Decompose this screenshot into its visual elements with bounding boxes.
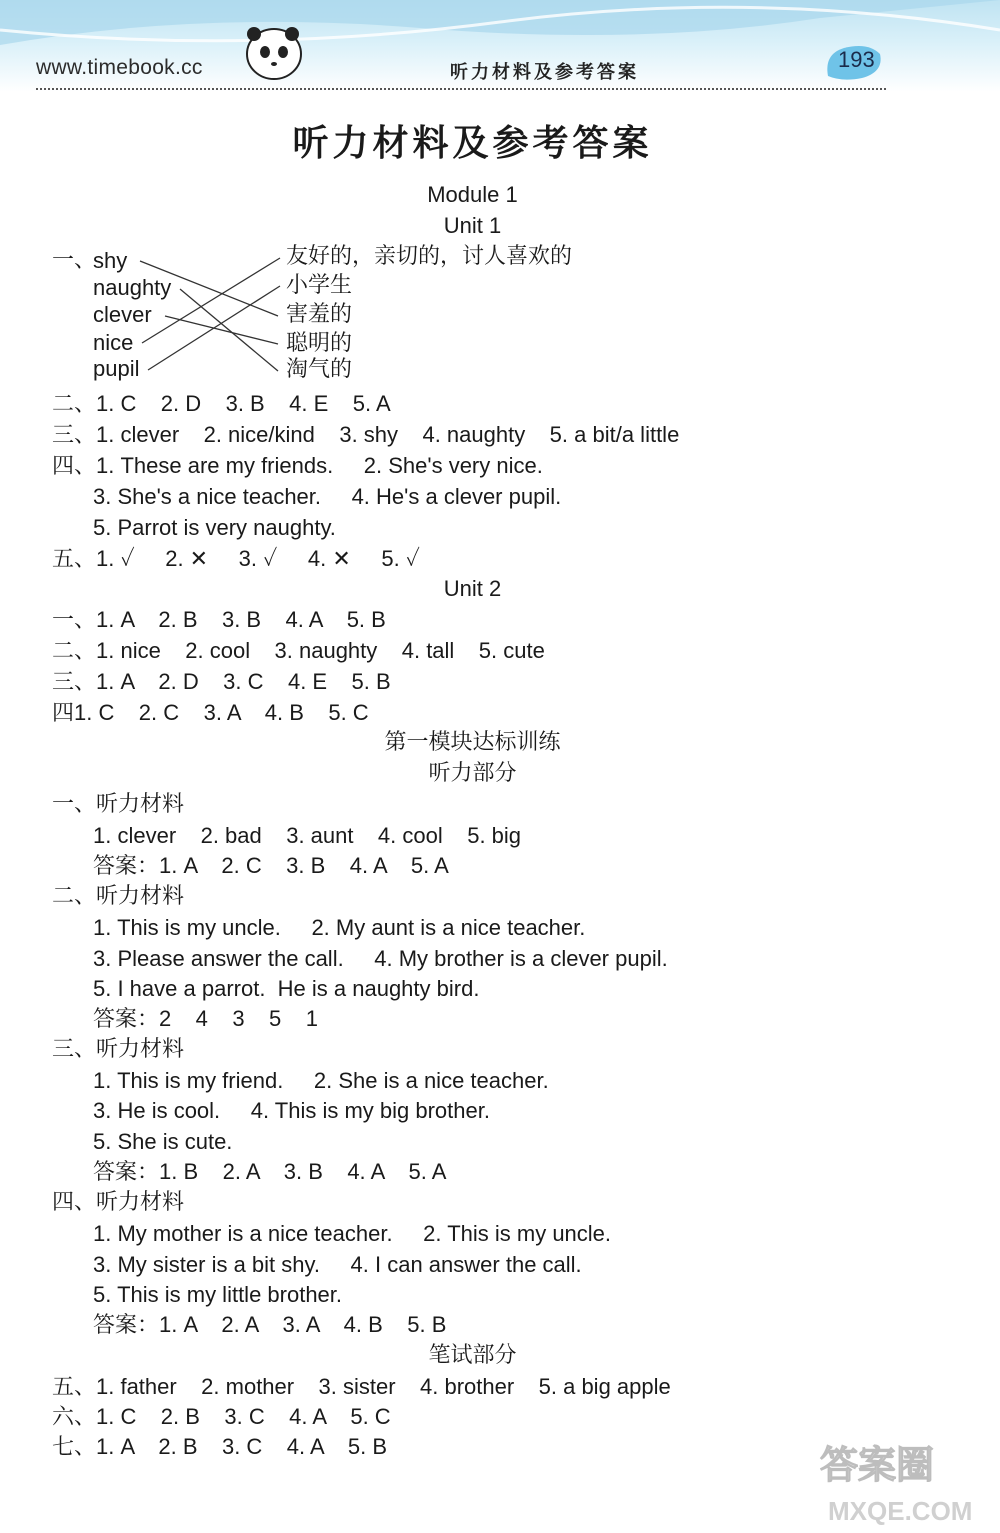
match-line-shy: [140, 261, 278, 316]
w7: 七、1. A 2. B 3. C 4. A 5. B: [52, 1434, 388, 1459]
matching-lines: [0, 0, 1000, 400]
s3-line2: 3. He is cool. 4. This is my big brother.: [93, 1098, 490, 1123]
u1-q3: 三、1. clever 2. nice/kind 3. shy 4. naughty 5. a bit/a little: [52, 422, 680, 447]
u1-q1-right-word: 友好的，亲切的，讨人喜欢的: [286, 244, 573, 269]
s2-title: 二、听力材料: [52, 884, 185, 909]
s1-line1: 1. clever 2. bad 3. aunt 4. cool 5. big: [93, 823, 522, 848]
watermark-bottom: MXQE.COM: [828, 1496, 973, 1526]
w6: 六、1. C 2. B 3. C 4. A 5. C: [52, 1404, 391, 1429]
match-line-naughty: [180, 289, 278, 371]
u1-q4-line3: 5. Parrot is very naughty.: [93, 515, 336, 540]
u2-q1: 一、1. A 2. B 3. B 4. A 5. B: [52, 607, 386, 632]
s1-title: 一、听力材料: [52, 792, 185, 817]
u1-q4-line1: 四、1. These are my friends. 2. She's very nice.: [52, 453, 543, 478]
u1-q1-label: 一、: [52, 248, 97, 273]
u2-q3: 三、1. A 2. D 3. C 4. E 5. B: [52, 669, 391, 694]
u1-q1-left-word: pupil: [93, 356, 140, 381]
u1-q1-right-word: 小学生: [286, 273, 353, 298]
s4-title: 四、听力材料: [52, 1190, 185, 1215]
u1-q2: 二、1. C 2. D 3. B 4. E 5. A: [52, 391, 391, 416]
u1-q1-right-word: 害羞的: [286, 302, 353, 327]
s4-line1: 1. My mother is a nice teacher. 2. This is my uncle.: [93, 1221, 612, 1246]
w5: 五、1. father 2. mother 3. sister 4. brother 5. a big apple: [52, 1374, 671, 1399]
module-heading: Module 1: [427, 182, 518, 207]
written-heading: 笔试部分: [428, 1343, 517, 1368]
u1-q1-right-word: 淘气的: [286, 357, 353, 382]
s4-line3: 5. This is my little brother.: [93, 1282, 343, 1307]
s4-answer: 答案：1. A 2. A 3. A 4. B 5. B: [93, 1312, 447, 1337]
page-title: 听力材料及参考答案: [292, 122, 653, 164]
training-heading: 第一模块达标训练: [384, 730, 561, 755]
listening-heading: 听力部分: [428, 761, 517, 786]
unit1-heading: Unit 1: [443, 213, 502, 238]
u2-q4: 四1. C 2. C 3. A 4. B 5. C: [52, 700, 369, 725]
u1-q1-left-word: naughty: [93, 275, 172, 300]
s2-line3: 5. I have a parrot. He is a naughty bird.: [93, 976, 480, 1001]
site-url[interactable]: www.timebook.cc: [36, 56, 203, 79]
u2-q2: 二、1. nice 2. cool 3. naughty 4. tall 5. cute: [52, 638, 545, 663]
u1-q5: 五、1. ✓ 2. ✕ 3. ✓ 4. ✕ 5. ✓: [52, 546, 420, 571]
s1-answer: 答案：1. A 2. C 3. B 4. A 5. A: [93, 853, 449, 878]
header-title: 听力材料及参考答案: [450, 62, 639, 83]
u1-q1-left-word: shy: [93, 248, 128, 273]
u1-q4-line2: 3. She's a nice teacher. 4. He's a clever pupil.: [93, 484, 562, 509]
unit2-heading: Unit 2: [443, 576, 502, 601]
s2-line2: 3. Please answer the call. 4. My brother is a clever pupil.: [93, 946, 668, 971]
match-line-clever: [165, 316, 278, 344]
watermark-logo: [810, 1436, 990, 1528]
s2-answer: 答案：2 4 3 5 1: [93, 1006, 318, 1031]
s2-line1: 1. This is my uncle. 2. My aunt is a nice teacher.: [93, 915, 586, 940]
u1-q1-right-word: 聪明的: [286, 331, 353, 356]
s4-line2: 3. My sister is a bit shy. 4. I can answer the call.: [93, 1252, 582, 1277]
u1-q1-left-word: clever: [93, 302, 152, 327]
s3-answer: 答案：1. B 2. A 3. B 4. A 5. A: [93, 1159, 447, 1184]
s3-line1: 1. This is my friend. 2. She is a nice teacher.: [93, 1068, 549, 1093]
watermark-top: 答案圈: [820, 1443, 935, 1487]
page-number: 193: [838, 47, 875, 72]
s3-title: 三、听力材料: [52, 1037, 185, 1062]
s3-line3: 5. She is cute.: [93, 1129, 233, 1154]
u1-q1-left-word: nice: [93, 330, 134, 355]
